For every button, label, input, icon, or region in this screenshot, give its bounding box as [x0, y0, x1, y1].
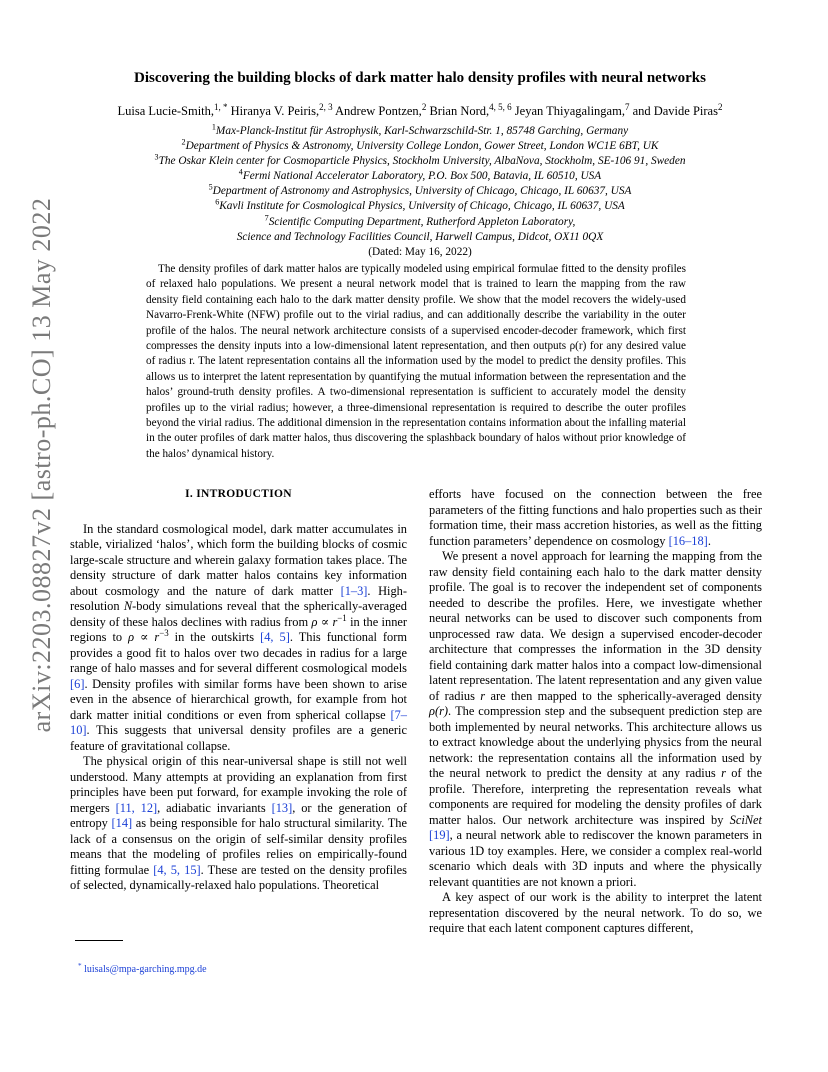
citation-link[interactable]: [4, 5] [260, 630, 290, 644]
affiliation: $^5$Department of Astronomy and Astrophysics, University of Chicago, Chicago, IL 60637, USA [208, 182, 632, 198]
abstract-text: The density profiles of dark matter halos are typically modeled using empirical formulae fitted to the density profiles of relaxed halo populations. We present a neural network model that is trained to learn the mapping from the raw density field containing each halo to the dark matter density profile. We show that the model recovers the widely-used Navarro-Frenk-White (NFW) profile out to the virial radius, and can additionally describe the variability in the outer profile of the halos. The neural network architecture consists of a supervised encoder-decoder framework, which first compresses the density inputs into a low-dimensional latent representation, and then outputs ρ(r) for any desired value of radius r. The latent representation contains all the information used by the model to predict the density profiles. This allows us to interpret the latent representation by quantifying the mutual information between the representation and the halos’ ground-truth density profiles. A two-dimensional representation is sufficient to accurately model the density profiles up to the virial radius; however, a three-dimensional representation is required to describe the outer profiles beyond the virial radius. The additional dimension in the representation contains information about the infalling material in the outer profiles of dark matter halos, thus discovering the splashback boundary of halos without prior knowledge of the halos’ dynamical history. [146, 263, 686, 460]
footnote [78, 964, 207, 975]
affiliation: $^4$Fermi National Accelerator Laboratory, P.O. Box 500, Batavia, IL 60510, USA [238, 167, 602, 183]
affiliation: $^7$Scientific Computing Department, Rutherford Appleton Laboratory, [264, 213, 576, 228]
paragraph: In the standard cosmological model, dark matter accumulates in stable, virialized ‘halos’, which form the building blocks of cosmic large-scale structure and wherein galaxy formation takes place. The density structure of dark matter halos contains key information about cosmology and the nature of dark matter [1–3]. High-resolution N-body simulations reveal that the spherically-averaged density of these halos declines with radius from $\rho \propto r^{-1}$ in the inner regions to $\rho \propto r^{-3}$ in the outskirts [4, 5]. This functional form provides a good fit to halos over two decades in radius for a large range of halo masses and for several different cosmological models [6]. Density profiles with similar forms have been shown to arise even in the absence of hierarchical growth, for example from hot dark matter initial conditions or even from spherical collapse [7–10]. This suggests that universal density profiles are a generic feature of gravitational collapse. [70, 521, 408, 753]
arxiv-sidebar [22, 197, 62, 733]
citation-link[interactable]: [14] [111, 816, 133, 830]
section-heading: I. INTRODUCTION [185, 488, 292, 500]
affiliation: Science and Technology Facilities Council, Harwell Campus, Didcot, OX11 0QX [236, 230, 604, 243]
affiliations [70, 124, 770, 260]
affiliation: $^6$Kavli Institute for Cosmological Physics, University of Chicago, Chicago, IL 60637, USA [215, 198, 625, 213]
citation-link[interactable]: [11, 12] [115, 800, 158, 815]
date-line: (Dated: May 16, 2022) [368, 245, 472, 258]
abstract [146, 262, 686, 462]
author: Jeyan Thiyagalingam,$^7$ [514, 102, 630, 118]
arxiv-stamp: arXiv:2203.08827v2 [astro-ph.CO] 13 May 2022 [27, 197, 56, 733]
author: and Davide Piras$^2$ [632, 102, 723, 118]
citation-link[interactable]: [19] [429, 828, 450, 842]
citation-link[interactable]: [16–18] [668, 533, 708, 548]
citation-link[interactable]: [4, 5, 15] [153, 862, 201, 877]
author: Brian Nord,$^{4, 5, 6}$ [429, 102, 512, 118]
email-link[interactable]: luisals@mpa-garching.mpg.de [84, 964, 207, 975]
paper-title: Discovering the building blocks of dark matter halo density profiles with neural networks [134, 70, 706, 86]
footnote-mark: * [78, 962, 82, 971]
citation-link[interactable]: [13] [271, 800, 293, 815]
paragraph: We present a novel approach for learning the mapping from the raw density field containing each halo to the dark matter density profile. The goal is to recover the independent set of components needed to describe the profiles. Here, we investigate whether neural networks can be used to discover such components from unprocessed raw data. We design a supervised encoder-decoder architecture that compresses the information in the 3D density field containing dark matter halos into a compact low-dimensional latent representation. The latent representation and any given value of radius r are then mapped to the spherically-averaged density ρ(r). The compression step and the subsequent prediction step are both implemented by neural networks. This architecture allows us to extract knowledge about the underlying physics from the neural network: the representation contains all the information used by the neural network to predict the density at any radius r of the profile. Therefore, interpreting the representation reveals what components are required for modeling the density profiles of dark matter halos. Our network architecture was inspired by SciNet [19], a neural network able to rediscover the known parameters in various 1D toy examples. Here, we consider a complex real-world scenario which deals with 3D inputs and where the physically relevant quantities are not known a priori. [429, 549, 763, 889]
affiliation: $^2$Department of Physics & Astronomy, University College London, Gower Street, London WC1E 6BT, UK [181, 137, 659, 153]
author: Hiranya V. Peiris,$^{2, 3}$ [230, 102, 333, 118]
citation-link[interactable]: [1–3] [340, 583, 368, 598]
footnote-divider [75, 940, 123, 941]
paragraph: The physical origin of this near-universal shape is still not well understood. Many attempts at providing an explanation from first principles have been put forward, for example invoking the role of mergers [11, 12], adiabatic invariants [13], or the generation of entropy [14] as being responsible for halo structural similarity. The lack of a consensus on the origin of self-similar density profiles means that the modeling of profiles relies on empirically-found fitting formulae [4, 5, 15]. These are tested on the density profiles of selected, dynamically-relaxed halo populations. Theoretical [70, 754, 408, 892]
citation-link[interactable]: [7–10] [70, 707, 407, 737]
affiliation: $^1$Max-Planck-Institut für Astrophysik, Karl-Schwarzschild-Str. 1, 85748 Garching, Germany [211, 122, 629, 137]
left-column [70, 487, 407, 894]
paragraph: efforts have focused on the connection between the free parameters of the fitting functions and halo properties such as their formation time, their mass accretion histories, as well as the fitting function parameters’ dependence on cosmology [16–18]. [429, 487, 762, 548]
right-column [429, 487, 762, 937]
paragraph: A key aspect of our work is the ability to interpret the latent representation discovered by the neural network. To do so, we require that each latent component captures different, [429, 890, 762, 935]
author: Luisa Lucie-Smith,$^{1, *}$ [117, 102, 228, 118]
citation-link[interactable]: [6] [70, 676, 85, 691]
affiliation: $^3$The Oskar Klein center for Cosmoparticle Physics, Stockholm University, AlbaNova, Stockholm, SE-106 91, Sweden [154, 152, 686, 168]
author: Andrew Pontzen,$^2$ [335, 102, 427, 118]
author-list [70, 103, 770, 119]
